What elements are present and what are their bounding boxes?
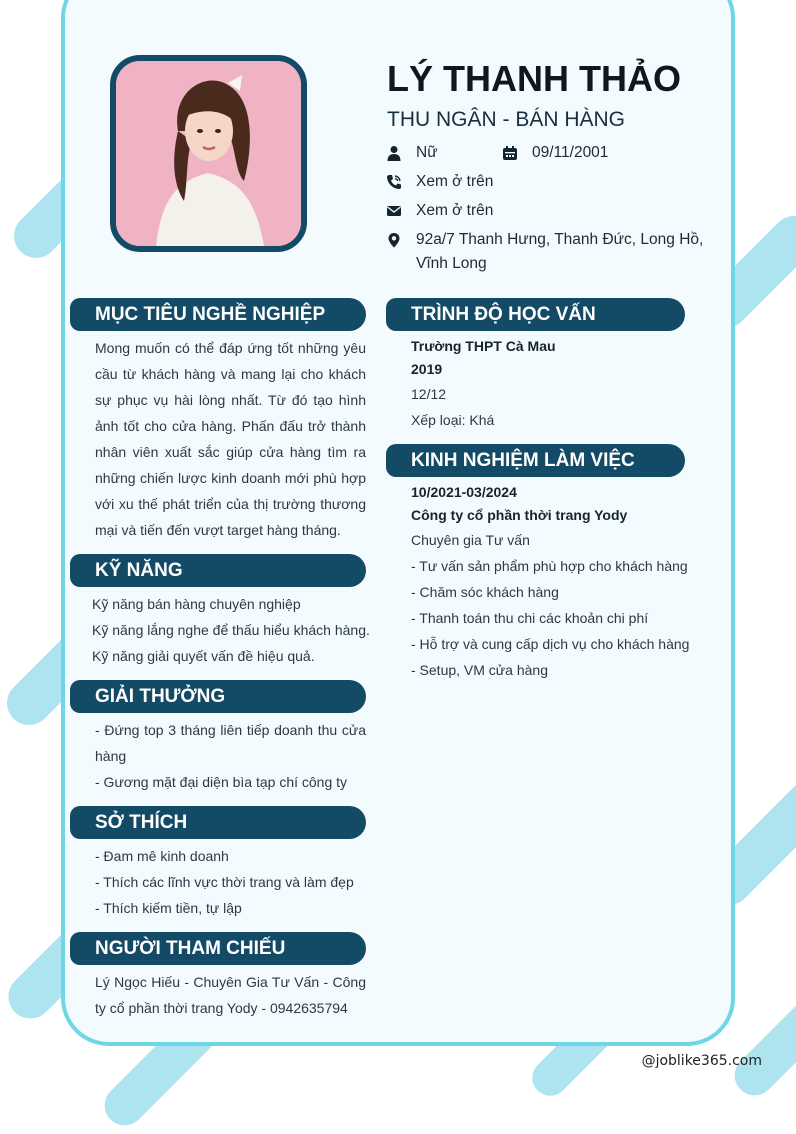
job-title: THU NGÂN - BÁN HÀNG xyxy=(387,108,626,131)
work-period: 10/2021-03/2024 xyxy=(411,484,517,500)
duty-item: - Thanh toán thu chi các khoản chi phí xyxy=(411,610,649,626)
objective-text: Mong muốn có thể đáp ứng tốt những yêu cầu từ khách hàng và mang lại cho khách sự phục vụ hài lòng nhất. Từ đó tạo hình ảnh tốt cho cửa hàng. Phấn đấu trở thành nhân viên xuất sắc giúp cửa hàng tìm ra những chiến lược kinh doanh mới phù hợp với xu thế phát triển của thị trường thương mại và tiến đến vượt target hàng tháng. xyxy=(95,340,366,538)
location-icon xyxy=(386,232,402,248)
education-heading: TRÌNH ĐỘ HỌC VẤN xyxy=(396,298,685,331)
phone-icon xyxy=(386,174,402,190)
awards-heading: GIẢI THƯỞNG xyxy=(80,680,366,713)
calendar-icon xyxy=(502,145,518,161)
birthdate-row xyxy=(502,141,608,165)
hobby-item: - Đam mê kinh doanh xyxy=(95,848,229,864)
birthdate-value: 09/11/2001 xyxy=(532,144,609,161)
education-rank: Xếp loại: Khá xyxy=(411,412,495,428)
award-item: - Gương mặt đại diện bìa tạp chí công ty xyxy=(95,774,348,790)
skill-item: Kỹ năng giải quyết vấn đề hiệu quả. xyxy=(92,648,315,664)
references-text: Lý Ngọc Hiếu - Chuyên Gia Tư Vấn - Công ty cổ phần thời trang Yody - 0942635794 xyxy=(95,974,366,1016)
skills-list xyxy=(92,591,372,669)
email-value: Xem ở trên xyxy=(416,202,494,219)
phone-row xyxy=(386,170,493,194)
hobbies-heading: SỞ THÍCH xyxy=(80,806,366,839)
award-item: - Đứng top 3 tháng liên tiếp doanh thu cửa hàng xyxy=(95,722,366,764)
profile-photo xyxy=(110,55,307,252)
duty-item: - Tư vấn sản phẩm phù hợp cho khách hàng xyxy=(411,558,688,574)
skill-item: Kỹ năng lắng nghe để thấu hiểu khách hàng. xyxy=(92,622,370,638)
duty-item: - Chăm sóc khách hàng xyxy=(411,584,559,600)
watermark: @joblike365.com xyxy=(641,1053,762,1069)
awards-list xyxy=(95,717,366,795)
graduation-year: 2019 xyxy=(411,361,443,377)
company-name: Công ty cổ phần thời trang Yody xyxy=(411,507,628,523)
skill-item: Kỹ năng bán hàng chuyên nghiệp xyxy=(92,596,301,612)
duty-item: - Hỗ trợ và cung cấp dịch vụ cho khách hàng xyxy=(411,636,690,652)
experience-block xyxy=(411,481,711,683)
objective-heading: MỤC TIÊU NGHỀ NGHIỆP xyxy=(80,298,366,331)
education-grade: 12/12 xyxy=(411,386,447,402)
experience-heading: KINH NGHIỆM LÀM VIỆC xyxy=(396,444,685,477)
hobby-item: - Thích các lĩnh vực thời trang và làm đẹp xyxy=(95,874,354,890)
skills-heading: KỸ NĂNG xyxy=(80,554,366,587)
decor-stripe xyxy=(726,976,796,1103)
hobbies-list xyxy=(95,843,366,921)
mail-icon xyxy=(386,203,402,219)
education-block xyxy=(411,335,701,433)
duty-item: - Setup, VM cửa hàng xyxy=(411,662,548,678)
user-icon xyxy=(386,145,402,161)
portrait-image xyxy=(116,61,301,246)
email-row xyxy=(386,199,493,223)
phone-value: Xem ở trên xyxy=(416,173,494,190)
hobby-item: - Thích kiếm tiền, tự lập xyxy=(95,900,242,916)
gender-value: Nữ xyxy=(416,144,438,161)
work-position: Chuyên gia Tư vấn xyxy=(411,532,530,548)
address-value: 92a/7 Thanh Hưng, Thanh Đức, Long Hồ, Vĩnh Long xyxy=(416,231,704,272)
gender-row xyxy=(386,141,438,165)
school-name: Trường THPT Cà Mau xyxy=(411,338,556,354)
candidate-name: LÝ THANH THẢO xyxy=(387,58,681,99)
references-heading: NGƯỜI THAM CHIẾU xyxy=(80,932,366,965)
address-row xyxy=(386,228,716,276)
